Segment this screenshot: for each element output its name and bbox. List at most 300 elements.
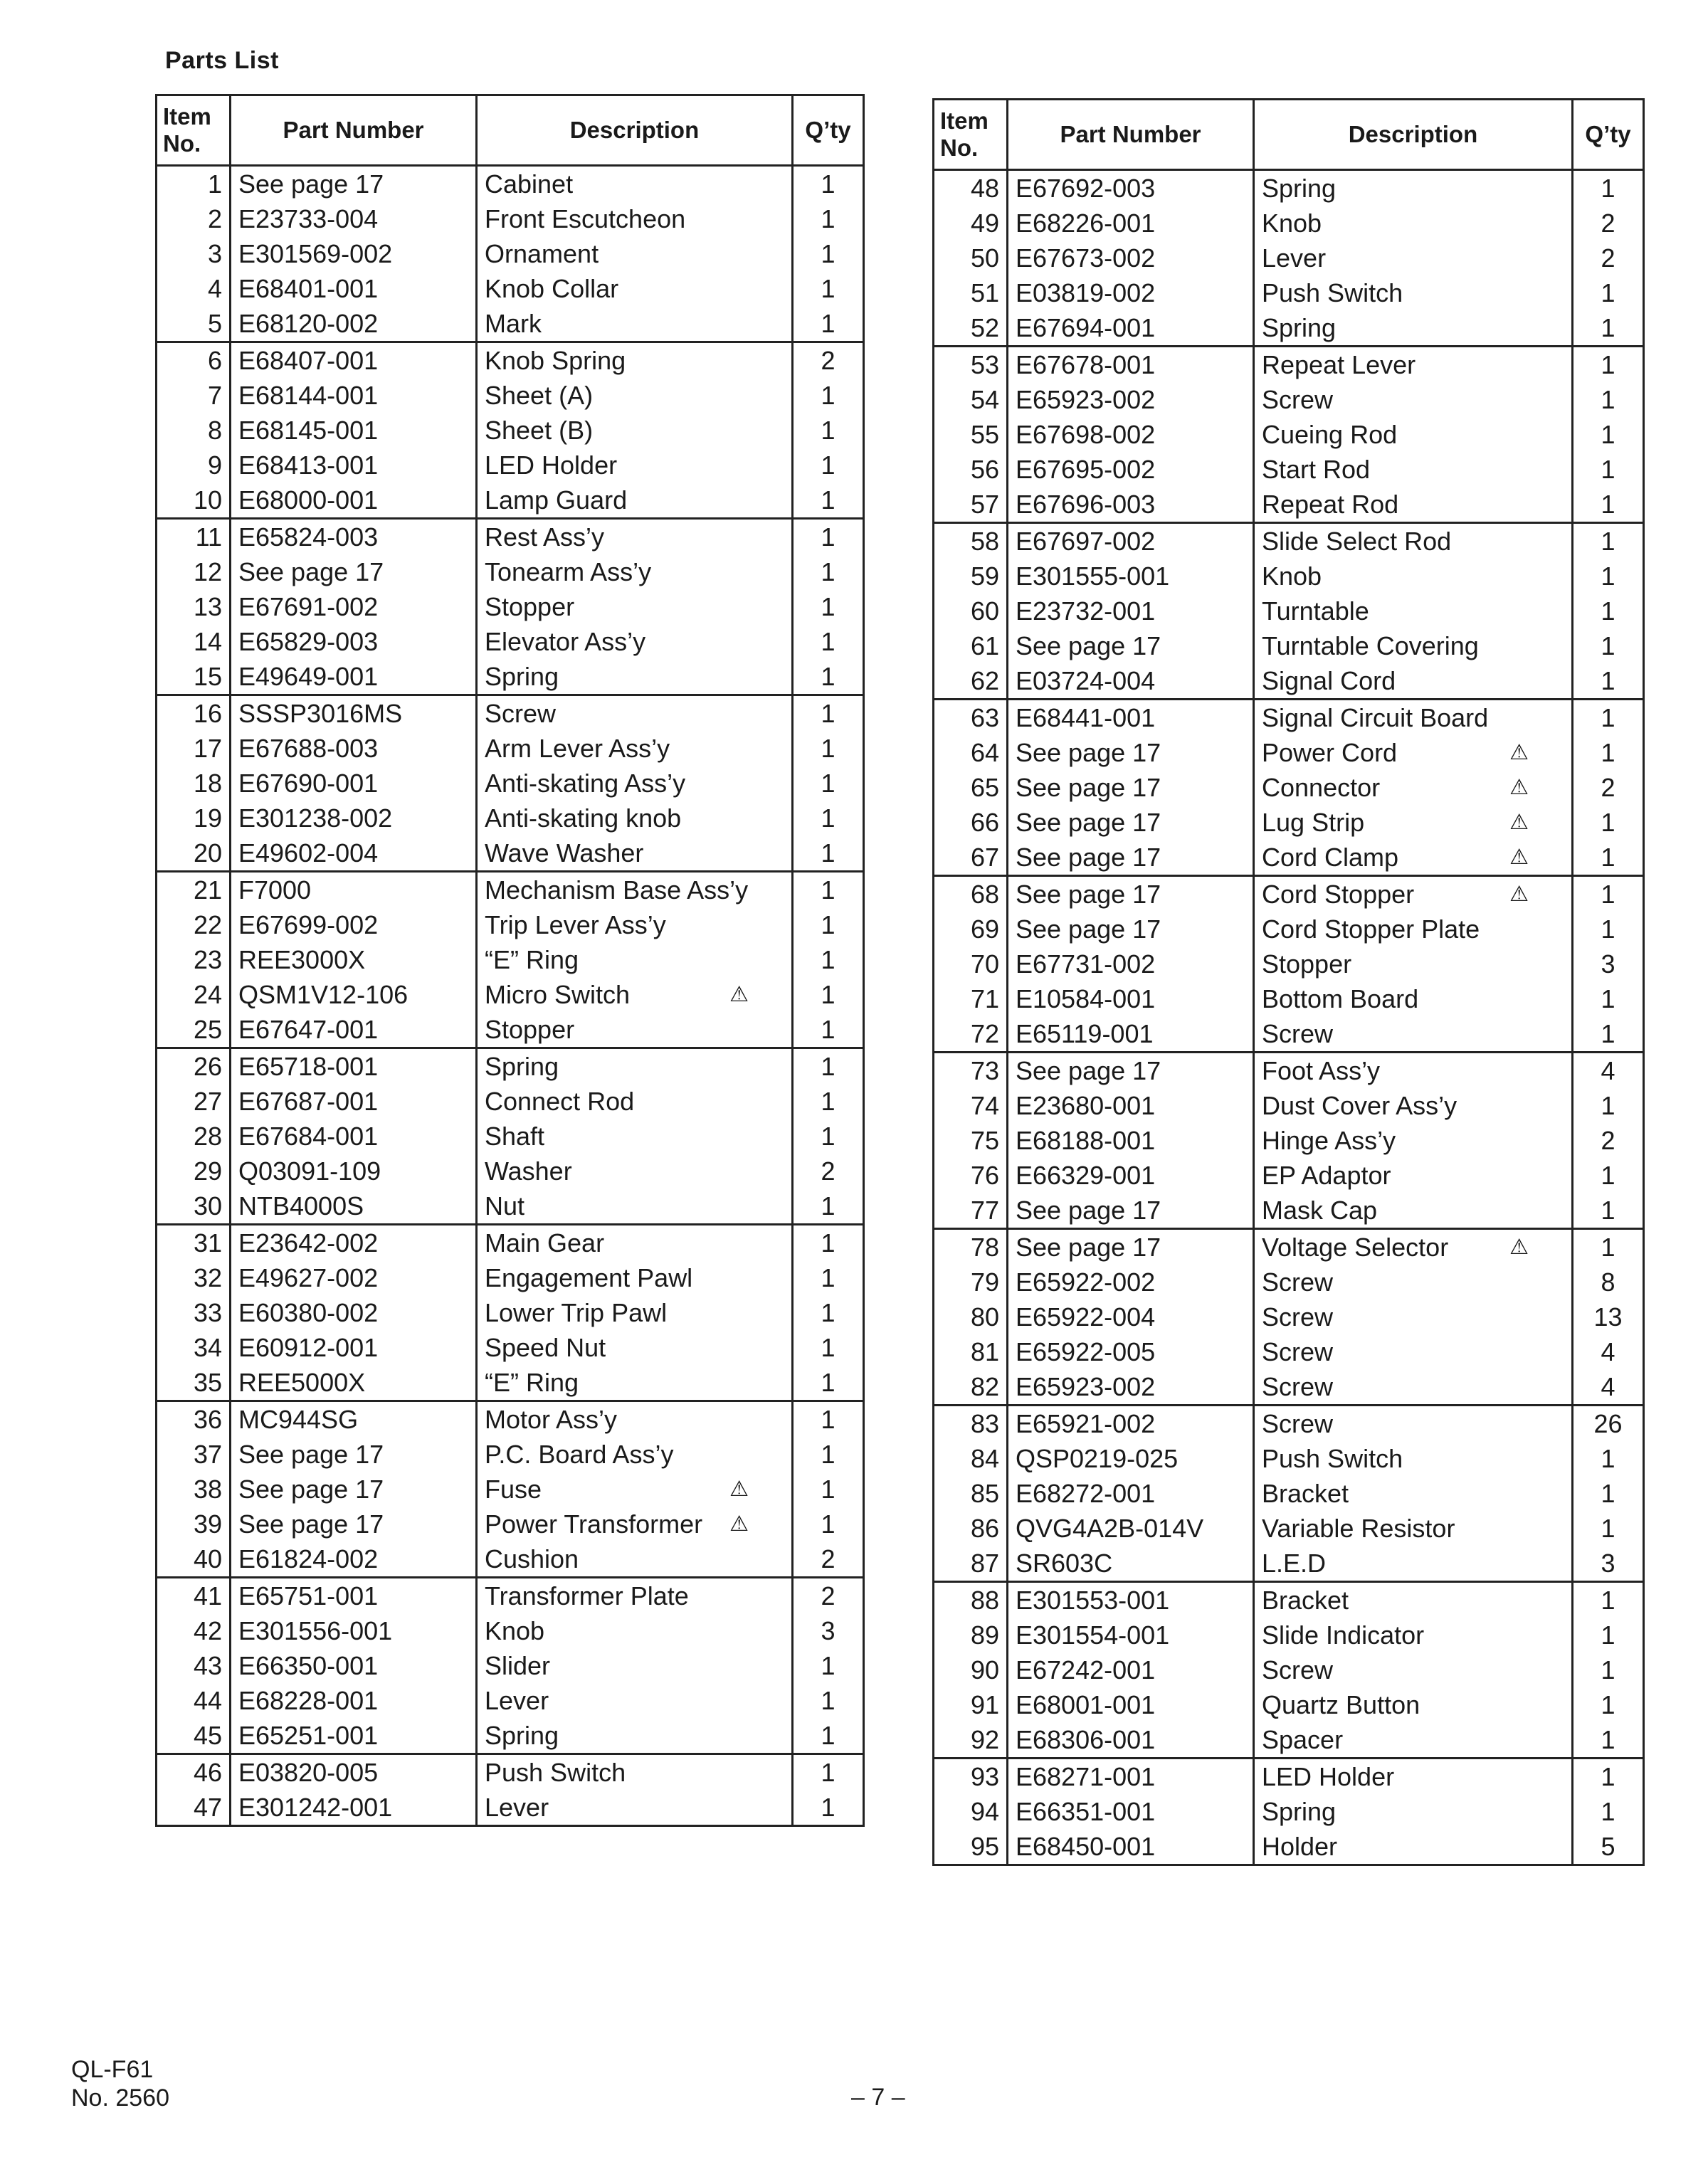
quantity-text: 13 — [1593, 1302, 1623, 1332]
description-text: Repeat Rod — [1262, 490, 1399, 519]
part-number — [1008, 1476, 1254, 1511]
part-number — [231, 1718, 477, 1754]
part-number-text: E66351-001 — [1016, 1797, 1156, 1826]
item-number-text: 16 — [193, 699, 222, 728]
item-number — [157, 554, 231, 589]
description-text: Spring — [1262, 1797, 1337, 1826]
table-row — [157, 695, 864, 732]
quantity-text: 1 — [1601, 1019, 1615, 1048]
item-number-text: 23 — [193, 945, 222, 974]
item-number-text: 92 — [970, 1725, 999, 1754]
item-number-text: 65 — [970, 773, 999, 802]
description — [477, 378, 793, 413]
quantity-text: 1 — [821, 1758, 835, 1787]
description — [477, 413, 793, 448]
quantity — [793, 766, 864, 801]
quantity — [793, 835, 864, 872]
description-text: Tonearm Ass’y — [485, 557, 652, 586]
part-number-text: E23732-001 — [1016, 596, 1156, 626]
quantity — [793, 413, 864, 448]
part-number-text: E60912-001 — [238, 1333, 379, 1362]
description-text: Spring — [485, 1721, 559, 1750]
item-number-text: 73 — [970, 1056, 999, 1085]
part-number-text: See page 17 — [238, 557, 384, 586]
description — [477, 624, 793, 659]
part-number-text: E68413-001 — [238, 450, 379, 480]
part-number — [1008, 628, 1254, 663]
quantity — [1573, 275, 1644, 310]
part-number-text: See page 17 — [1016, 773, 1161, 802]
description-text: Washer — [485, 1156, 572, 1186]
item-number — [157, 801, 231, 835]
table-row — [157, 1188, 864, 1225]
description-text: Shaft — [485, 1122, 545, 1151]
description-text: Main Gear — [485, 1228, 605, 1258]
description-text: Mark — [485, 309, 542, 338]
item-number-text: 45 — [193, 1721, 222, 1750]
item-number-text: 26 — [193, 1052, 222, 1081]
description-text: Cabinet — [485, 169, 574, 199]
table-row — [934, 347, 1644, 383]
quantity — [793, 872, 864, 908]
part-number — [231, 519, 477, 555]
item-number — [934, 770, 1008, 805]
item-number — [157, 1012, 231, 1048]
quantity-text: 1 — [1601, 174, 1615, 203]
quantity-text: 4 — [1601, 1337, 1615, 1366]
quantity-text: 1 — [1601, 278, 1615, 307]
quantity — [1573, 170, 1644, 206]
quantity — [1573, 840, 1644, 876]
part-number — [231, 1790, 477, 1826]
quantity — [1573, 1582, 1644, 1618]
quantity-text: 1 — [821, 1191, 835, 1221]
part-number-text: E301242-001 — [238, 1793, 393, 1822]
part-number-text: See page 17 — [1016, 1233, 1161, 1262]
description — [477, 1295, 793, 1330]
part-number — [1008, 1829, 1254, 1865]
quantity-text: 1 — [821, 1333, 835, 1362]
part-number — [1008, 417, 1254, 452]
part-number-text: See page 17 — [238, 1509, 384, 1539]
quantity — [793, 306, 864, 342]
description-text: Slide Select Rod — [1262, 527, 1452, 556]
table-row — [934, 1088, 1644, 1123]
description — [1254, 523, 1573, 559]
part-number-text: E301569-002 — [238, 239, 393, 268]
part-number-text: E23680-001 — [1016, 1091, 1156, 1120]
table-row — [157, 166, 864, 202]
item-number-text: 52 — [970, 313, 999, 342]
description — [477, 1613, 793, 1648]
table-row — [157, 201, 864, 236]
description — [477, 801, 793, 835]
description-text: Cord Stopper — [1262, 880, 1415, 909]
part-number-text: E68145-001 — [238, 416, 379, 445]
item-number — [157, 1754, 231, 1791]
part-number — [1008, 700, 1254, 736]
warning-icon: ⚠ — [729, 1477, 749, 1501]
quantity — [1573, 1722, 1644, 1759]
quantity — [793, 1154, 864, 1188]
table-row — [934, 559, 1644, 594]
quantity — [793, 1365, 864, 1401]
item-number — [934, 523, 1008, 559]
quantity-text: 1 — [1601, 1620, 1615, 1650]
table-row — [934, 912, 1644, 947]
item-number — [157, 1683, 231, 1718]
part-number — [231, 1225, 477, 1261]
item-number-text: 32 — [193, 1263, 222, 1292]
description-text: Slider — [485, 1651, 551, 1680]
item-number — [934, 417, 1008, 452]
part-number-text: REE5000X — [238, 1368, 366, 1397]
item-number-text: 93 — [970, 1762, 999, 1791]
part-number — [231, 1683, 477, 1718]
table-row — [934, 735, 1644, 770]
table-header-row — [157, 95, 864, 166]
table-row — [934, 1123, 1644, 1158]
quantity-text: 1 — [1601, 490, 1615, 519]
item-number — [157, 1541, 231, 1578]
part-number-text: E301553-001 — [1016, 1586, 1170, 1615]
quantity-text: 1 — [1601, 1479, 1615, 1508]
item-number-text: 83 — [970, 1409, 999, 1438]
description — [1254, 805, 1573, 840]
quantity-text: 1 — [821, 1686, 835, 1715]
part-number-text: E68000-001 — [238, 485, 379, 515]
description — [477, 835, 793, 872]
description-text: Spring — [1262, 313, 1337, 342]
item-number-text: 50 — [970, 243, 999, 273]
warning-icon: ⚠ — [1509, 776, 1529, 799]
description — [1254, 912, 1573, 947]
quantity — [793, 1119, 864, 1154]
item-number-text: 15 — [193, 662, 222, 691]
description-text: Signal Circuit Board — [1262, 703, 1489, 732]
item-number — [157, 1718, 231, 1754]
table-row — [934, 1334, 1644, 1369]
description — [477, 271, 793, 306]
quantity-text: 3 — [821, 1616, 835, 1645]
part-number-text: E67690-001 — [238, 769, 379, 798]
description — [1254, 206, 1573, 241]
quantity — [1573, 487, 1644, 523]
part-number — [231, 1119, 477, 1154]
description — [477, 872, 793, 908]
item-number — [934, 1582, 1008, 1618]
part-number — [231, 1578, 477, 1614]
table-row — [157, 835, 864, 872]
quantity-text: 1 — [1601, 1690, 1615, 1719]
item-number-text: 78 — [970, 1233, 999, 1262]
description — [1254, 1582, 1573, 1618]
description — [1254, 947, 1573, 981]
item-number — [934, 487, 1008, 523]
table-row — [157, 731, 864, 766]
description-text: Cushion — [485, 1544, 579, 1573]
table-row — [934, 1158, 1644, 1193]
item-number — [157, 1225, 231, 1261]
description-text: Bottom Board — [1262, 984, 1419, 1013]
description — [1254, 594, 1573, 628]
description — [477, 1507, 793, 1541]
item-number-text: 76 — [970, 1161, 999, 1190]
quantity-text: 1 — [821, 522, 835, 552]
quantity-text: 1 — [821, 662, 835, 691]
description — [1254, 1546, 1573, 1582]
table-row — [157, 624, 864, 659]
item-number — [934, 1123, 1008, 1158]
quantity-text: 3 — [1601, 949, 1615, 979]
part-number-text: E61824-002 — [238, 1544, 379, 1573]
description-text: Dust Cover Ass’y — [1262, 1091, 1457, 1120]
part-number-text: E65922-004 — [1016, 1302, 1156, 1332]
table-row — [157, 1295, 864, 1330]
table-row — [934, 206, 1644, 241]
part-number-text: E23642-002 — [238, 1228, 379, 1258]
description — [1254, 1265, 1573, 1299]
item-number — [157, 342, 231, 379]
quantity-text: 2 — [1601, 773, 1615, 802]
part-number-text: E03820-005 — [238, 1758, 379, 1787]
table-row — [157, 1472, 864, 1507]
quantity — [1573, 382, 1644, 417]
table-row — [934, 1406, 1644, 1442]
description — [1254, 1369, 1573, 1406]
quantity-text: 1 — [1601, 703, 1615, 732]
description-text: Bracket — [1262, 1479, 1349, 1508]
part-number — [231, 166, 477, 202]
item-number — [934, 1441, 1008, 1476]
item-number — [934, 1053, 1008, 1089]
description-text: Screw — [1262, 385, 1334, 414]
item-number — [157, 1119, 231, 1154]
description — [477, 1084, 793, 1119]
quantity — [793, 1718, 864, 1754]
part-number — [1008, 1299, 1254, 1334]
table-row — [934, 417, 1644, 452]
part-number — [1008, 487, 1254, 523]
quantity — [793, 1541, 864, 1578]
quantity — [1573, 417, 1644, 452]
part-number-text: F7000 — [238, 875, 312, 905]
description — [1254, 1016, 1573, 1053]
item-number — [157, 835, 231, 872]
item-number — [157, 659, 231, 695]
description-text: Screw — [485, 699, 557, 728]
item-number-text: 56 — [970, 455, 999, 484]
table-row — [934, 382, 1644, 417]
item-number — [934, 206, 1008, 241]
description-text: Anti-skating Ass’y — [485, 769, 686, 798]
description-text: Mask Cap — [1262, 1196, 1378, 1225]
item-number — [157, 1084, 231, 1119]
part-number — [1008, 1511, 1254, 1546]
quantity — [1573, 1618, 1644, 1652]
item-number-text: 13 — [193, 592, 222, 621]
part-number-text: E68441-001 — [1016, 703, 1156, 732]
description — [477, 306, 793, 342]
item-number-text: 80 — [970, 1302, 999, 1332]
item-number-text: 57 — [970, 490, 999, 519]
warning-icon: ⚠ — [729, 1512, 749, 1536]
table-row — [157, 942, 864, 977]
item-number-text: 38 — [193, 1475, 222, 1504]
quantity-text: 1 — [821, 381, 835, 410]
item-number-text: 88 — [970, 1586, 999, 1615]
part-number-text: E301238-002 — [238, 803, 393, 833]
table-row — [934, 981, 1644, 1016]
quantity — [1573, 1794, 1644, 1829]
description-text: Knob — [1262, 209, 1322, 238]
quantity-text: 1 — [821, 204, 835, 233]
table-row — [157, 342, 864, 379]
part-number — [1008, 241, 1254, 275]
description — [1254, 1193, 1573, 1229]
description — [477, 448, 793, 483]
item-number-text: 69 — [970, 914, 999, 944]
description — [477, 1048, 793, 1085]
quantity — [793, 942, 864, 977]
table-row — [934, 840, 1644, 876]
part-number-text: E67687-001 — [238, 1087, 379, 1116]
item-number — [934, 1193, 1008, 1229]
part-number-text: See page 17 — [1016, 880, 1161, 909]
part-number — [231, 1084, 477, 1119]
item-number — [934, 382, 1008, 417]
part-number-text: E60380-002 — [238, 1298, 379, 1327]
item-number-text: 12 — [193, 557, 222, 586]
item-number — [157, 1648, 231, 1683]
description-text: Quartz Button — [1262, 1690, 1420, 1719]
part-number-text: QSM1V12-106 — [238, 980, 408, 1009]
description — [1254, 452, 1573, 487]
quantity-text: 1 — [821, 557, 835, 586]
quantity-text: 1 — [1601, 1091, 1615, 1120]
item-number-text: 61 — [970, 631, 999, 660]
item-number — [157, 1048, 231, 1085]
description — [1254, 347, 1573, 383]
part-number — [231, 1472, 477, 1507]
description — [477, 942, 793, 977]
table-row — [934, 770, 1644, 805]
description-text: Power Cord — [1262, 738, 1398, 767]
description-text: Transformer Plate — [485, 1581, 689, 1610]
quantity-text: 1 — [821, 1405, 835, 1434]
description-text: Screw — [1262, 1409, 1334, 1438]
part-number — [1008, 170, 1254, 206]
quantity-text: 1 — [821, 875, 835, 905]
quantity — [1573, 1441, 1644, 1476]
part-number-text: E67673-002 — [1016, 243, 1156, 273]
part-number-text: E68407-001 — [238, 346, 379, 375]
table-row — [934, 523, 1644, 559]
table-row — [934, 1759, 1644, 1795]
part-number — [1008, 1582, 1254, 1618]
quantity-text: 1 — [1601, 527, 1615, 556]
description-text: Knob Collar — [485, 274, 619, 303]
part-number — [231, 483, 477, 519]
description-text: Micro Switch — [485, 980, 631, 1009]
part-number-text: E67695-002 — [1016, 455, 1156, 484]
description-text: Push Switch — [485, 1758, 626, 1787]
quantity-text: 1 — [821, 945, 835, 974]
item-number-text: 7 — [207, 381, 222, 410]
quantity — [1573, 1088, 1644, 1123]
quantity-text: 1 — [1601, 385, 1615, 414]
parts-table-right-body — [934, 170, 1644, 1865]
description — [477, 483, 793, 519]
part-number — [231, 872, 477, 908]
part-number-text: E68001-001 — [1016, 1690, 1156, 1719]
part-number-text: See page 17 — [1016, 1196, 1161, 1225]
quantity-text: 1 — [821, 274, 835, 303]
table-row — [157, 1437, 864, 1472]
table-row — [157, 801, 864, 835]
part-number-text: E03819-002 — [1016, 278, 1156, 307]
description — [1254, 170, 1573, 206]
item-number-text: 46 — [193, 1758, 222, 1787]
description — [1254, 382, 1573, 417]
item-number-text: 8 — [207, 416, 222, 445]
part-number — [231, 413, 477, 448]
description — [477, 236, 793, 271]
item-number — [157, 589, 231, 624]
item-number-text: 41 — [193, 1581, 222, 1610]
description-text: Voltage Selector — [1262, 1233, 1449, 1262]
item-number — [934, 1476, 1008, 1511]
quantity-text: 1 — [1601, 562, 1615, 591]
part-number-text: E68272-001 — [1016, 1479, 1156, 1508]
part-number — [231, 271, 477, 306]
description — [477, 1401, 793, 1438]
part-number — [231, 731, 477, 766]
part-number — [1008, 770, 1254, 805]
item-number — [934, 275, 1008, 310]
part-number — [231, 977, 477, 1012]
description — [1254, 628, 1573, 663]
part-number-text: NTB4000S — [238, 1191, 364, 1221]
item-number — [934, 840, 1008, 876]
description — [477, 907, 793, 942]
item-number-text: 27 — [193, 1087, 222, 1116]
item-number — [157, 695, 231, 732]
model-info — [71, 2055, 169, 2112]
description-text: Repeat Lever — [1262, 350, 1416, 379]
quantity — [1573, 663, 1644, 700]
part-number-text: See page 17 — [1016, 1056, 1161, 1085]
item-number-text: 53 — [970, 350, 999, 379]
table-row — [934, 594, 1644, 628]
description — [477, 1718, 793, 1754]
table-row — [157, 1225, 864, 1261]
part-number-text: See page 17 — [1016, 914, 1161, 944]
quantity-text: 1 — [821, 1228, 835, 1258]
quantity-text: 1 — [821, 450, 835, 480]
description-text: Motor Ass’y — [485, 1405, 618, 1434]
description — [477, 1683, 793, 1718]
description — [1254, 1511, 1573, 1546]
part-number-text: E301555-001 — [1016, 562, 1170, 591]
part-number — [231, 1401, 477, 1438]
part-number — [231, 1648, 477, 1683]
item-number — [934, 876, 1008, 912]
table-row — [934, 170, 1644, 206]
quantity — [1573, 310, 1644, 347]
table-row — [157, 1048, 864, 1085]
table-row — [157, 1154, 864, 1188]
